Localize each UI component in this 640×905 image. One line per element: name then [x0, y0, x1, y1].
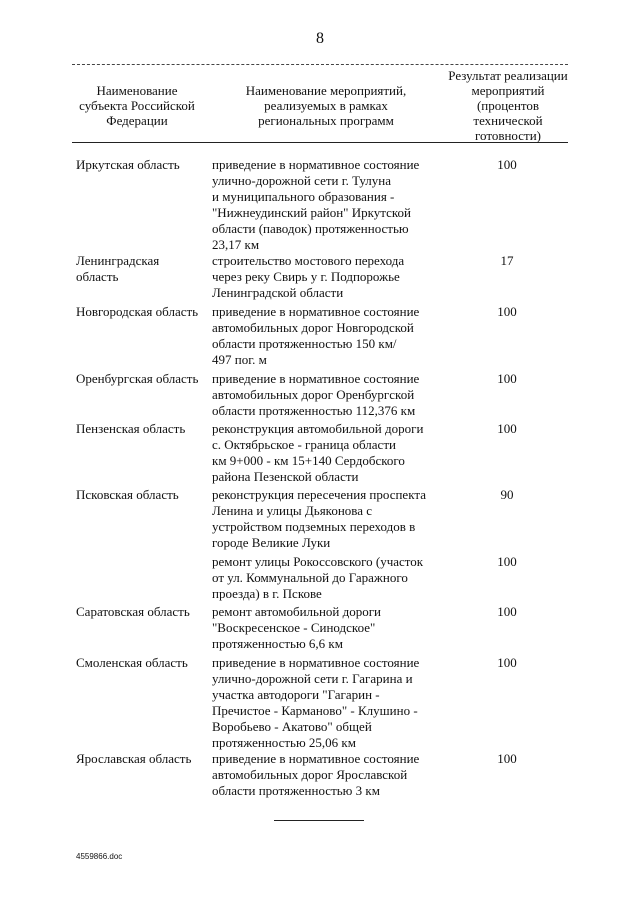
- row-result: 17: [500, 253, 514, 268]
- row-result: 100: [497, 604, 517, 619]
- row-activity: реконструкция пересечения проспекта Ленина и улицы Дьяконова с устройством подземных переходов в городе Великие Луки: [212, 487, 426, 550]
- row-region: Псковская область: [76, 487, 179, 502]
- row-result: 100: [497, 304, 517, 319]
- row-region: Смоленская область: [76, 655, 188, 670]
- row-region: Пензенская область: [76, 421, 186, 436]
- row-activity: приведение в нормативное состояние автомобильных дорог Ярославской области протяженностью 3 км: [212, 751, 420, 798]
- row-activity: ремонт улицы Рокоссовского (участок от ул. Коммунальной до Гаражного проезда) в г. Пскове: [212, 554, 424, 601]
- row-result: 100: [497, 751, 517, 766]
- row-result: 100: [497, 371, 517, 386]
- table-top-rule: [72, 64, 568, 65]
- row-region: Ярославская область: [76, 751, 192, 766]
- row-region: Новгородская область: [76, 304, 199, 319]
- row-region: Саратовская область: [76, 604, 190, 619]
- row-activity: ремонт автомобильной дороги "Воскресенское - Синодское" протяженностью 6,6 км: [212, 604, 382, 651]
- row-activity: реконструкция автомобильной дороги с. Октябрьское - граница области км 9+000 - км 15+140 Сердобского района Пезенской области: [212, 421, 424, 484]
- footer-doc-id: 4559866.doc: [76, 852, 123, 861]
- row-activity: строительство мостового перехода через реку Свирь у г. Подпорожье Ленинградской области: [212, 253, 405, 300]
- row-result: 100: [497, 655, 517, 670]
- row-region: Иркутская область: [76, 157, 180, 172]
- header-activity: Наименование мероприятий, реализуемых в рамках региональных программ: [245, 83, 407, 128]
- row-activity: приведение в нормативное состояние автомобильных дорог Новгородской области протяженностью 150 км/ 497 пог. м: [212, 304, 420, 367]
- row-region: Оренбургская область: [76, 371, 199, 386]
- row-result: 90: [500, 487, 514, 502]
- row-region: Ленинградская область: [76, 253, 160, 284]
- row-result: 100: [497, 157, 517, 172]
- row-activity: приведение в нормативное состояние улично-дорожной сети г. Гагарина и участка автодороги "Гагарин - Пречистое - Карманово" - Клушино - Воробьево - Акатово" общей протяженностью 25,06 км: [212, 655, 420, 750]
- end-rule: [274, 820, 364, 821]
- row-activity: приведение в нормативное состояние автомобильных дорог Оренбургской области протяженностью 112,376 км: [212, 371, 420, 418]
- header-result: Результат реализации мероприятий (процентов технической готовности): [448, 68, 568, 143]
- header-region: Наименование субъекта Российской Федерации: [79, 83, 195, 128]
- row-activity: приведение в нормативное состояние улично-дорожной сети г. Тулуна и муниципального образования - "Нижнеудинский район" Иркутской области (паводок) протяженностью 23,17 км: [212, 157, 420, 252]
- page-number: 8: [316, 30, 324, 47]
- row-result: 100: [497, 421, 517, 436]
- row-result: 100: [497, 554, 517, 569]
